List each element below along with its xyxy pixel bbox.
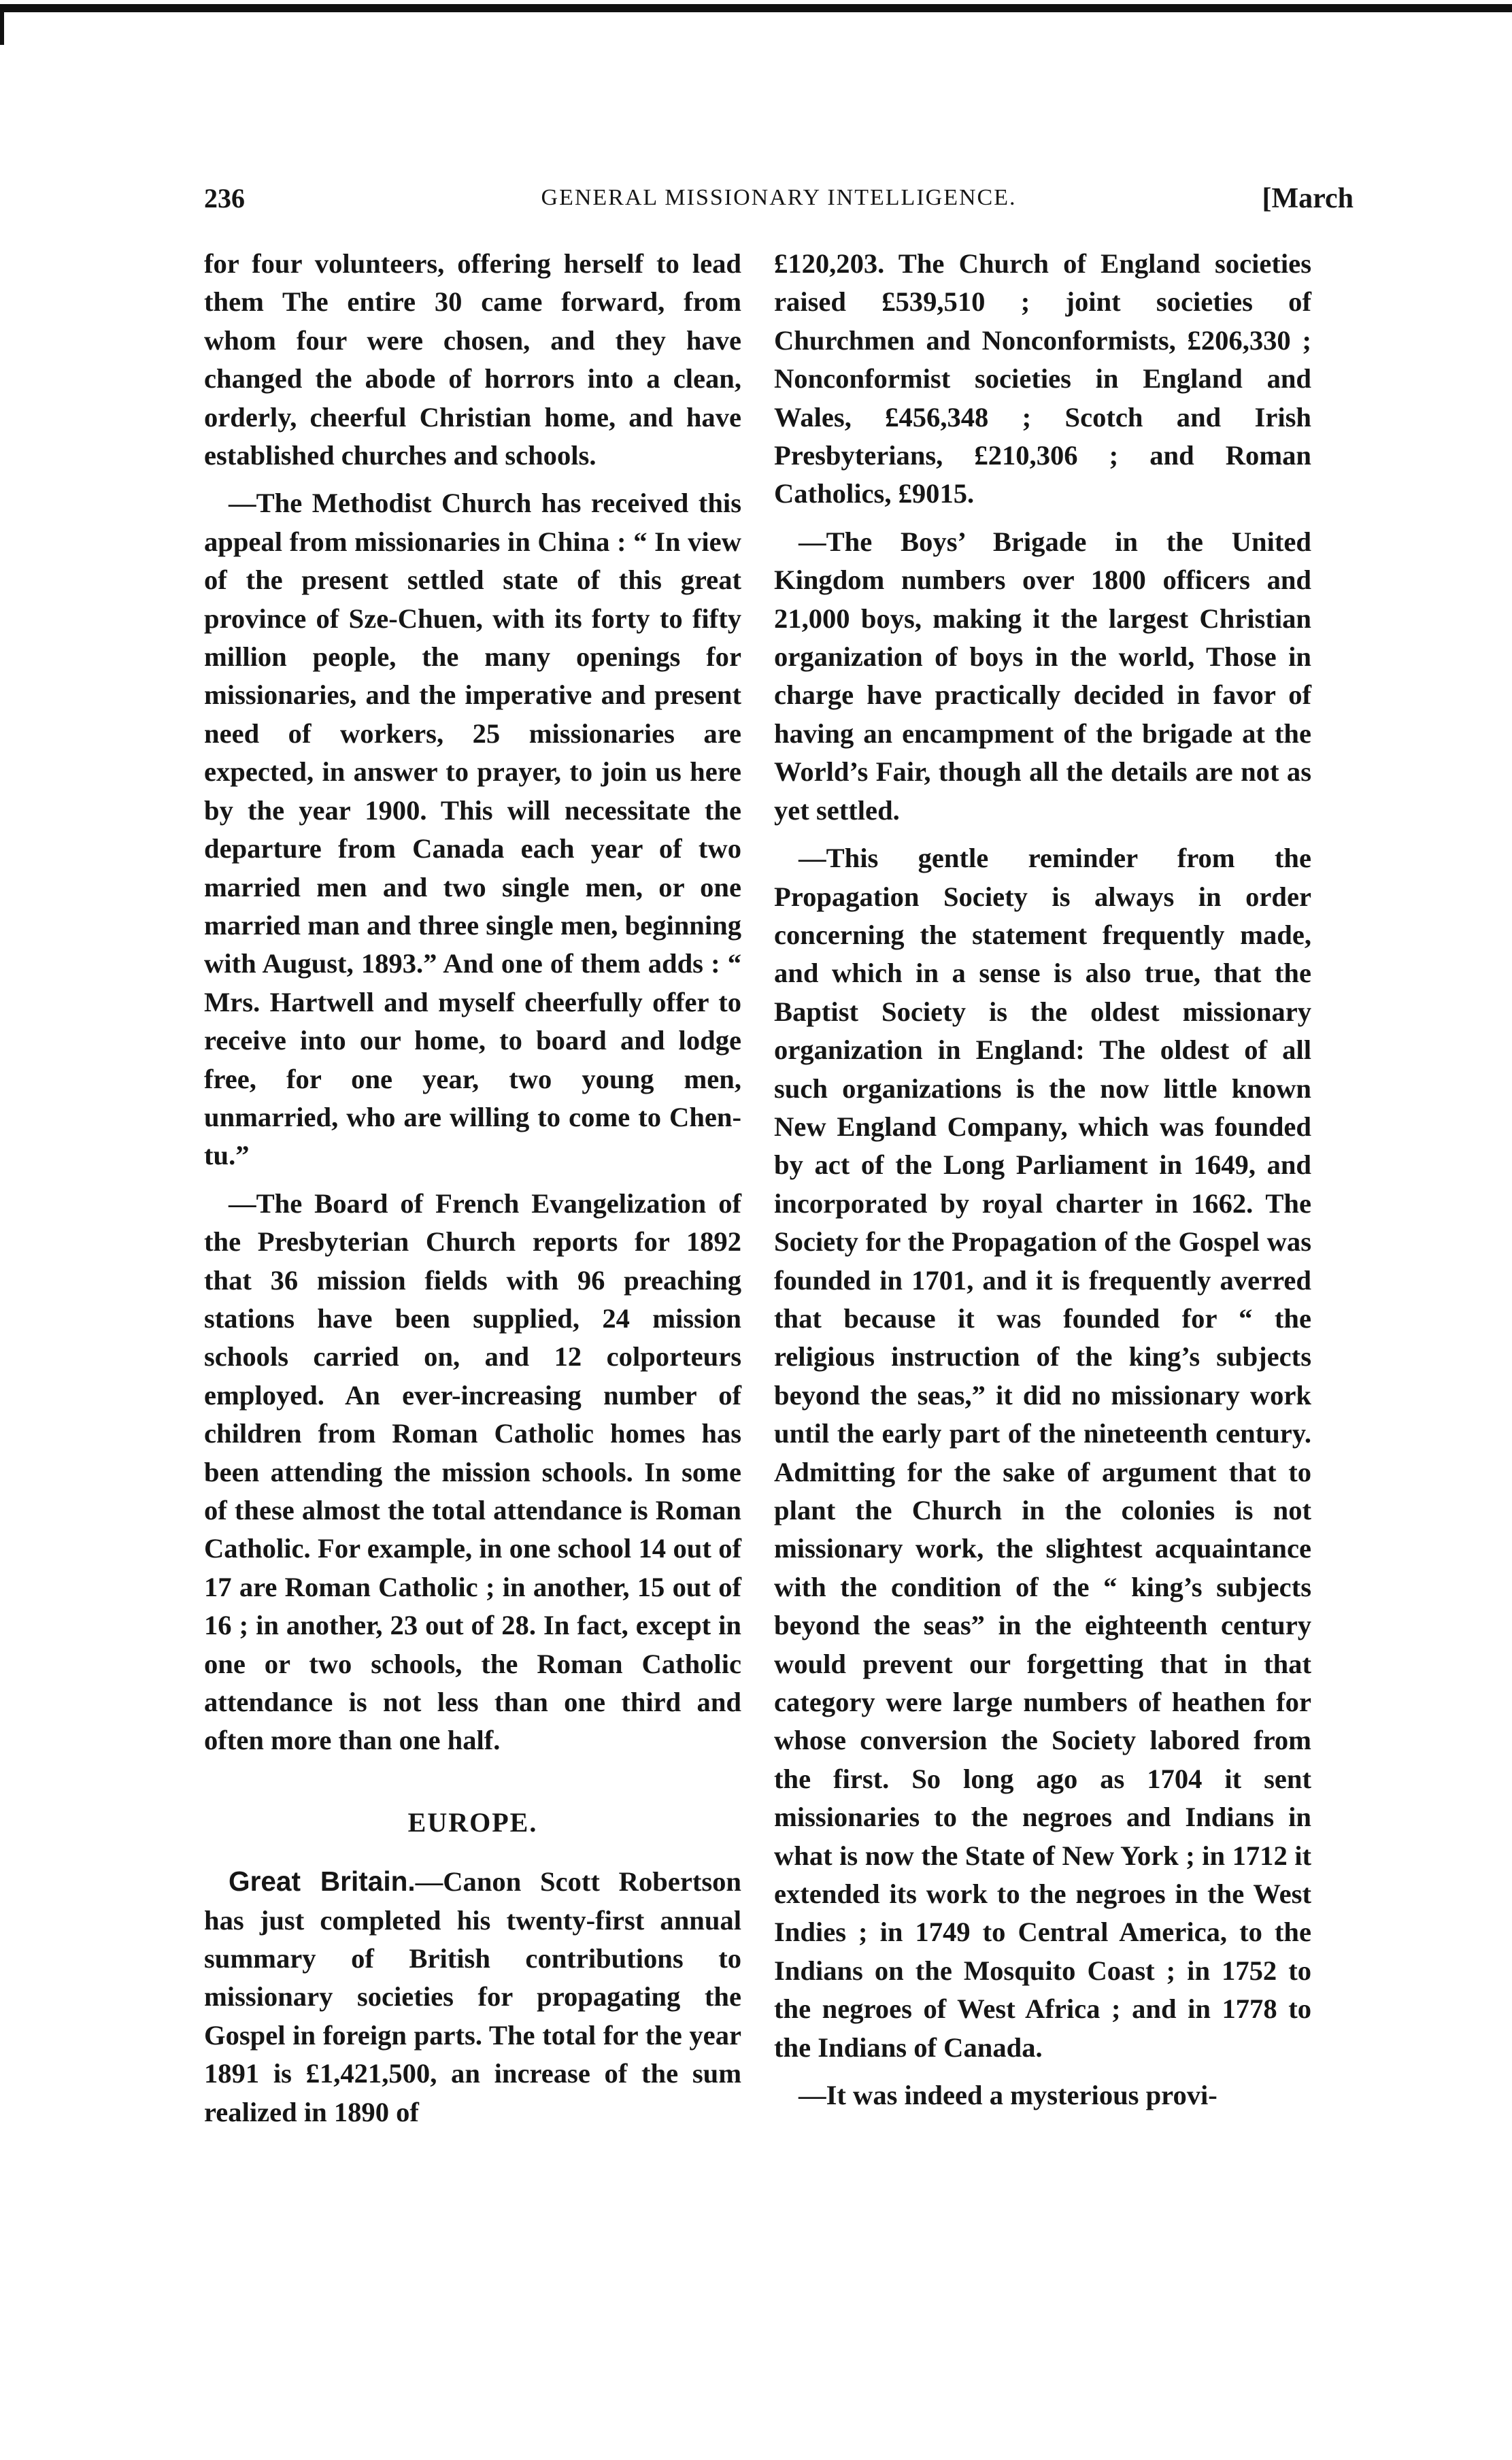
left-column (204, 245, 741, 2141)
running-title: GENERAL MISSIONARY INTELLIGENCE. (541, 185, 1017, 210)
section-label: [March (1262, 183, 1354, 214)
right-column (774, 245, 1311, 2125)
paragraph-continued: for four volunteers, offering herself to lead them The entire 30 came forward, from whom four were chosen, and they have changed the abode of horrors into a clean, orderly, cheerful Christian home, and have established churches and schools. (204, 248, 741, 471)
page-number: 236 (204, 183, 245, 214)
page-header (204, 182, 1354, 223)
paragraph-mysterious-providence: —It was indeed a mysterious provi- (799, 2080, 1217, 2111)
top-rule-corner (0, 4, 4, 45)
section-heading-europe: EUROPE. (407, 1806, 538, 1838)
paragraph-great-britain-text: —Canon Scott Robertson has just completed his twenty-first annual summary of British contributions to missionary societies for propagating the Gospel in foreign parts. The total for the year 1891 is £1,421,500, an increase of the sum realized in 1890 of (204, 1866, 742, 2127)
top-rule (0, 4, 1512, 12)
paragraph-boys-brigade: —The Boys’ Brigade in the United Kingdom numbers over 1800 officers and 21,000 boys, making it the largest Christian organization of boys in the world, Those in charge have practically decided in favor of having an encampment of the brigade at the World’s Fair, though all the details are not as yet settled. (774, 526, 1311, 826)
paragraph-continued: £120,203. The Church of England societies raised £539,510 ; joint societies of Churchmen and Nonconformists, £206,330 ; Nonconformist societies in England and Wales, £456,348 ; Scotch and Irish Presbyterians, £210,306 ; and Roman Catholics, £9015. (774, 248, 1311, 509)
runin-heading: Great Britain. (229, 1866, 416, 1898)
paragraph-french-evangelization: —The Board of French Evangelization of the Presbyterian Church reports for 1892 that 36 mission fields with 96 preaching stations have been supplied, 24 mission schools carried on, and 12 colporteurs employed. An ever-increasing number of children from Roman Catholic homes has been attending the mission schools. In some of these almost the total attendance is Roman Catholic. For example, in one school 14 out of 17 are Roman Catholic ; in another, 15 out of 16 ; in another, 23 out of 28. In fact, except in one or two schools, the Roman Catholic attendance is not less than one third and often more than one half. (204, 1187, 741, 1756)
paragraph-great-britain (204, 1862, 741, 2132)
paragraph-methodist-appeal: —The Methodist Church has received this appeal from missionaries in China : “ In view of the present settled state of this great province of Sze-Chuen, with its forty to fifty million people, the many openings for missionaries, and the imperative and present need of workers, 25 missionaries are expected, in answer to prayer, to join us here by the year 1900. This will necessitate the departure from Canada each year of two married men and two single men, or one married man and three single men, beginning with August, 1893.” And one of them adds : “ Mrs. Hartwell and myself cheerfully offer to receive into our home, to board and lodge free, for one year, two young men, unmarried, who are willing to come to Chen-tu.” (204, 488, 741, 1171)
paragraph-propagation-society: —This gentle reminder from the Propagation Society is always in order concerning the statement frequently made, and which in a sense is also true, that the Baptist Society is the oldest missionary organization in England: The oldest of all such organizations is the now little known New England Company, which was founded by act of the Long Parliament in 1649, and incorporated by royal charter in 1662. The Society for the Propagation of the Gospel was founded in 1701, and it is frequently averred that because it was founded for “ the religious instruction of the king’s subjects beyond the seas,” it did no missionary work until the early part of the nineteenth century. Admitting for the sake of argument that to plant the Church in the colonies is not missionary work, the slightest acquaintance with the condition of the “ king’s subjects beyond the seas” in the eighteenth century would prevent our forgetting that in that category were large numbers of heathen for whose conversion the Society labored from the first. So long ago as 1704 it sent missionaries to the negroes and Indians in what is now the State of New York ; in 1712 it extended its work to the negroes in the West Indies ; in 1749 to Central America, to the Indians on the Mosquito Coast ; in 1752 to the negroes of West Africa ; and in 1778 to the Indians of Canada. (774, 843, 1311, 2063)
